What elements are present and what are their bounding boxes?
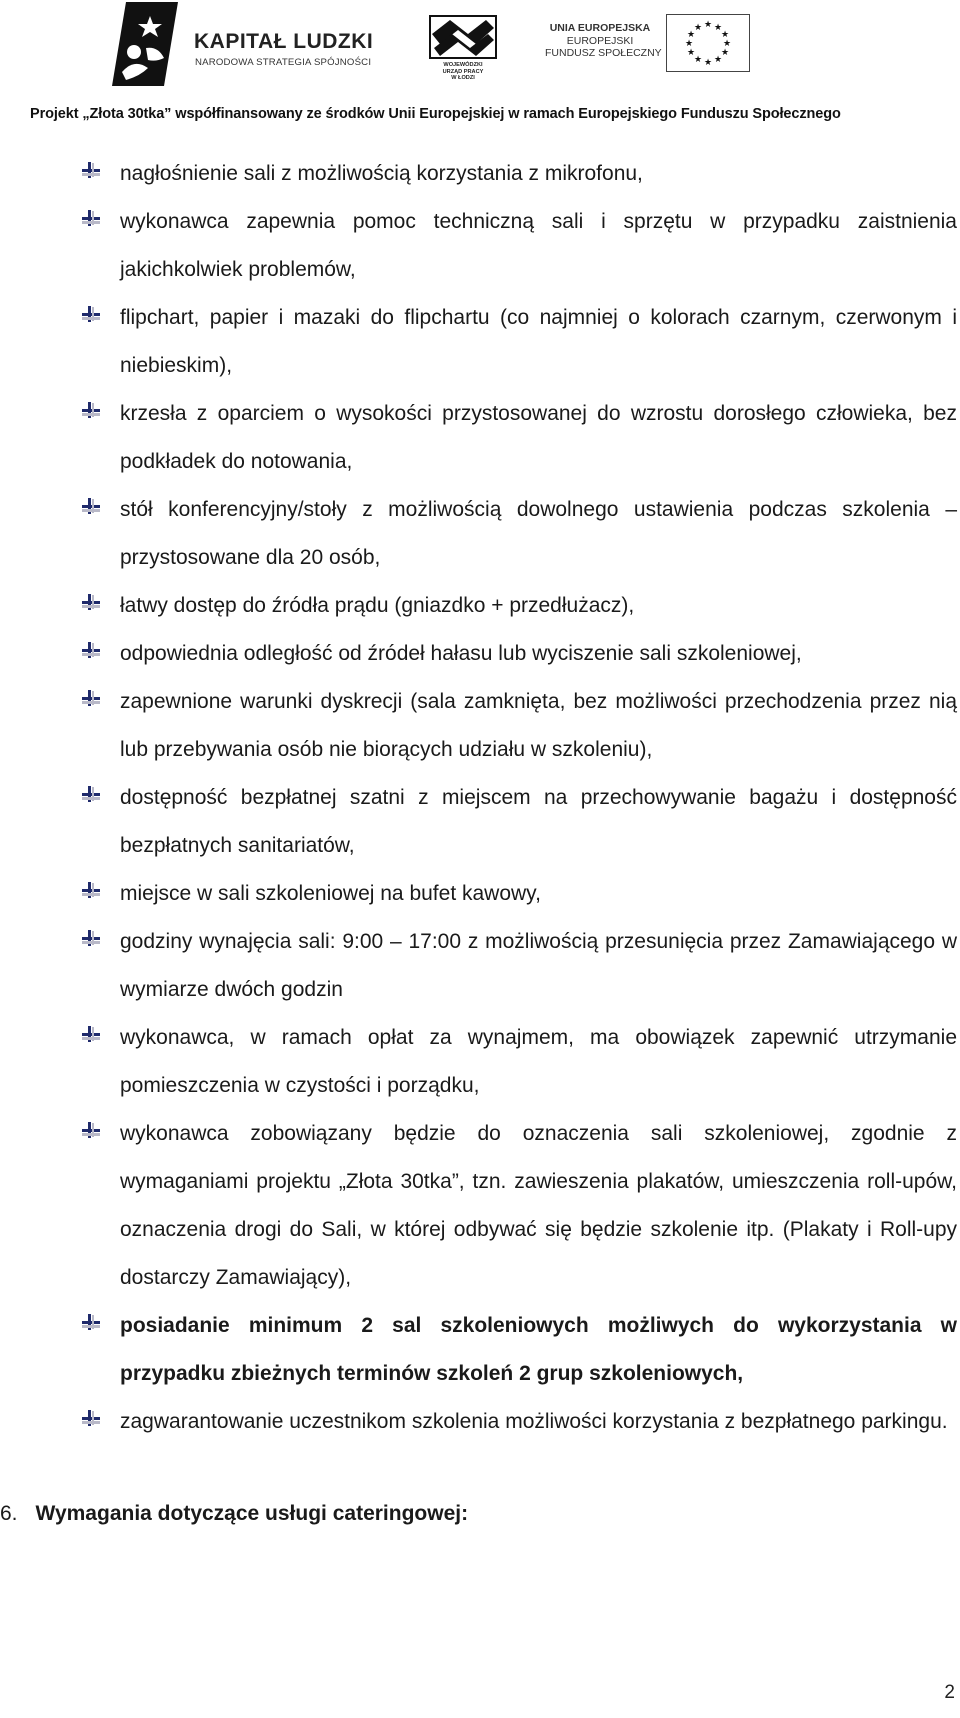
svg-text:★: ★ — [720, 30, 730, 40]
wup-text — [424, 62, 502, 82]
list-item-text: nagłośnienie sali z możliwością korzystania z mikrofonu, — [120, 162, 643, 185]
bullet-icon — [80, 688, 102, 708]
kapital-ludzki-subtitle: NARODOWA STRATEGIA SPÓJNOŚCI — [195, 57, 372, 68]
page-number: 2 — [944, 1682, 955, 1703]
wup-logo — [424, 14, 502, 88]
bullet-icon — [80, 928, 102, 948]
list-item — [0, 870, 960, 918]
eu-fund-label — [545, 22, 662, 60]
eu-stars-icon — [667, 15, 749, 71]
list-item — [0, 678, 960, 774]
list-item-text: flipchart, papier i mazaki do flipchartu (co najmniej o kolorach czarnym, czerwonym i niebieskim), — [120, 306, 957, 377]
svg-text:★: ★ — [722, 39, 732, 49]
eu-line: EUROPEJSKI — [566, 34, 634, 47]
list-item-text: wykonawca zobowiązany będzie do oznaczenia sali szkoleniowej, zgodnie z wymaganiami projektu „Złota 30tka”, tzn. zawieszenia plakatów, umieszczenia roll-upów, oznaczenia drogi do Sali, w której odbywać się będzie szkolenie itp. (Plakaty i Roll-upy dostarczy Zamawiający), — [120, 1122, 957, 1289]
kapital-ludzki-logo — [112, 0, 382, 90]
bullet-icon — [80, 880, 102, 900]
section-title: Wymagania dotyczące usługi cateringowej: — [35, 1502, 469, 1525]
svg-text:★: ★ — [703, 20, 713, 30]
svg-text:★: ★ — [693, 55, 703, 65]
bullet-icon — [80, 592, 102, 612]
svg-text:★: ★ — [693, 23, 703, 33]
list-item — [0, 630, 960, 678]
list-item-text: wykonawca, w ramach opłat za wynajmem, ma obowiązek zapewnić utrzymanie pomieszczenia w czystości i porządku, — [120, 1026, 957, 1097]
list-item-text: krzesła z oparciem o wysokości przystosowanej do wzrostu dorosłego człowieka, bez podkładek do notowania, — [120, 402, 957, 473]
bullet-icon — [80, 400, 102, 420]
list-item — [0, 1398, 960, 1446]
wup-text-line: URZĄD PRACY — [442, 68, 484, 75]
header-logos — [0, 0, 960, 95]
list-item — [0, 918, 960, 1014]
bullet-icon — [80, 1312, 102, 1332]
requirements-list — [0, 150, 960, 1446]
list-item-text: zapewnione warunki dyskrecji (sala zamknięta, bez możliwości przechodzenia przez nią lub przebywania osób nie biorących udziału w szkoleniu), — [120, 690, 957, 761]
wup-emblem-icon — [428, 14, 498, 60]
list-item — [0, 486, 960, 582]
list-item — [0, 294, 960, 390]
bullet-icon — [80, 1120, 102, 1140]
eu-flag-icon — [666, 14, 750, 72]
eu-line: FUNDUSZ SPOŁECZNY — [545, 47, 662, 59]
section-heading — [0, 1502, 468, 1526]
svg-text:★: ★ — [686, 30, 696, 40]
list-item-text: dostępność bezpłatnej szatni z miejscem na przechowywanie bagażu i dostępność bezpłatnych sanitariatów, — [120, 786, 957, 857]
document-body — [0, 150, 960, 1446]
bullet-icon — [80, 784, 102, 804]
wup-text-line: W ŁODZI — [451, 75, 475, 81]
eu-line: UNIA EUROPEJSKA — [549, 22, 651, 34]
project-funding-line: Projekt „Złota 30tka” współfinansowany ze środków Unii Europejskiej w ramach Europejskiego Funduszu Społecznego — [30, 106, 841, 122]
list-item — [0, 198, 960, 294]
list-item — [0, 1014, 960, 1110]
list-item-text: miejsce w sali szkoleniowej na bufet kawowy, — [120, 882, 541, 905]
list-item — [0, 150, 960, 198]
kapital-ludzki-title: KAPITAŁ LUDZKI — [194, 30, 374, 53]
svg-text:★: ★ — [713, 55, 723, 65]
bullet-icon — [80, 496, 102, 516]
bullet-icon — [80, 1024, 102, 1044]
list-item — [0, 1302, 960, 1398]
list-item-text: godziny wynajęcia sali: 9:00 – 17:00 z możliwością przesunięcia przez Zamawiającego w wymiarze dwóch godzin — [120, 930, 957, 1001]
svg-text:★: ★ — [703, 58, 713, 68]
bullet-icon — [80, 304, 102, 324]
list-item-text: wykonawca zapewnia pomoc techniczną sali i sprzętu w przypadku zaistnienia jakichkolwiek problemów, — [120, 210, 957, 281]
bullet-icon — [80, 208, 102, 228]
bullet-icon — [80, 1408, 102, 1428]
list-item — [0, 390, 960, 486]
bullet-icon — [80, 640, 102, 660]
svg-text:★: ★ — [720, 48, 730, 58]
svg-text:★: ★ — [684, 39, 694, 49]
list-item-text: odpowiednia odległość od źródeł hałasu lub wyciszenie sali szkoleniowej, — [120, 642, 802, 665]
svg-text:★: ★ — [686, 48, 696, 58]
wup-text-line: WOJEWÓDZKI — [443, 62, 483, 68]
section-number: 6. — [0, 1502, 18, 1525]
list-item-text: zagwarantowanie uczestnikom szkolenia możliwości korzystania z bezpłatnego parkingu. — [120, 1410, 948, 1433]
kapital-ludzki-emblem-icon — [112, 2, 178, 86]
svg-text:★: ★ — [713, 23, 723, 33]
list-item — [0, 774, 960, 870]
list-item — [0, 1110, 960, 1302]
list-item-text: posiadanie minimum 2 sal szkoleniowych możliwych do wykorzystania w przypadku zbieżnych terminów szkoleń 2 grup szkoleniowych, — [120, 1314, 957, 1385]
list-item-text: łatwy dostęp do źródła prądu (gniazdko + przedłużacz), — [120, 594, 635, 617]
bullet-icon — [80, 160, 102, 180]
list-item — [0, 582, 960, 630]
list-item-text: stół konferencyjny/stoły z możliwością dowolnego ustawienia podczas szkolenia – przystosowane dla 20 osób, — [120, 498, 957, 569]
